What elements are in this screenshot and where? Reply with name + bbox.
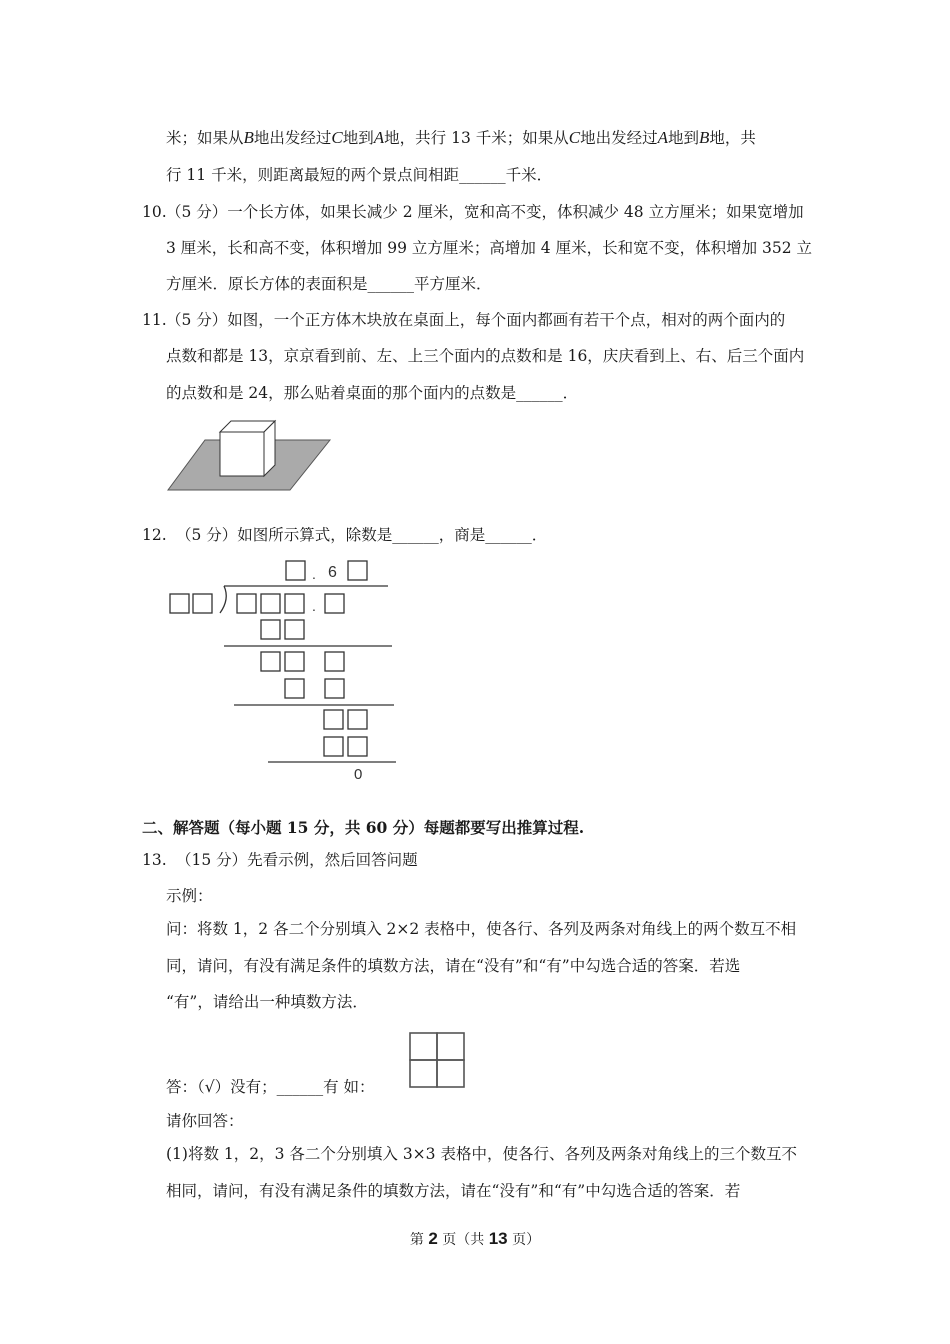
q10-number: 10. (142, 203, 167, 221)
divisor-box-1 (170, 594, 189, 613)
q11-line2: 点数和都是 13，京京看到前、左、上三个面内的点数和是 16，庆庆看到上、右、后三个面内 (166, 347, 805, 365)
q10-line3: 方厘米．原长方体的表面积是______平方厘米． (166, 275, 492, 293)
page-footer: 第 2 页（共 13 页） (409, 1229, 541, 1248)
q11-line1: （5 分）如图，一个正方体木块放在桌面上，每个面内都画有若干个点，相对的两个面内的 (166, 311, 786, 329)
q12-line1: （5 分）如图所示算式，除数是______，商是______． (176, 526, 548, 544)
q13-example-label: 示例： (166, 887, 213, 905)
q9-line2: 行 11 千米，则距离最短的两个景点间相距______千米． (166, 166, 553, 184)
q13-please: 请你回答： (166, 1112, 244, 1130)
total-pages: 13 (488, 1229, 508, 1248)
q13-line1: （15 分）先看示例，然后回答问题 (176, 851, 418, 869)
q9-line1: 米；如果从B地出发经过C地到A地，共行 13 千米；如果从C地出发经过A地到B地，共 (166, 128, 756, 147)
dividend-box-1 (237, 594, 256, 613)
q13-question-line1: 问：将数 1，2 各二个分别填入 2×2 表格中，使各行、各列及两条对角线上的两个数互不相 (166, 920, 797, 938)
q10-line1: （5 分）一个长方体，如果长减少 2 厘米，宽和高不变，体积减少 48 立方厘米；如果宽增加 (166, 203, 804, 221)
grid-cell-3 (410, 1060, 437, 1087)
product2-box-1 (285, 679, 304, 698)
product1-box-2 (285, 620, 304, 639)
division-bracket (220, 586, 226, 613)
grid-2x2-figure (408, 1031, 466, 1089)
dividend-box-4 (325, 594, 344, 613)
remainder1-box-1 (261, 652, 280, 671)
q11-line3: 的点数和是 24，那么贴着桌面的那个面内的点数是______． (166, 384, 579, 402)
remainder1-box-3 (325, 652, 344, 671)
grid-cell-2 (437, 1033, 464, 1060)
product3-box-2 (348, 737, 367, 756)
q11-number: 11. (142, 311, 167, 329)
product2-box-2 (325, 679, 344, 698)
dividend-box-3 (285, 594, 304, 613)
divisor-box-2 (193, 594, 212, 613)
q13-question-line2: 同，请问，有没有满足条件的填数方法，请在“没有”和“有”中勾选合适的答案．若选 (166, 957, 741, 975)
final-remainder: 0 (354, 766, 363, 783)
dividend-box-2 (261, 594, 280, 613)
cube-on-table-figure (160, 410, 340, 500)
grid-cell-4 (437, 1060, 464, 1087)
q12-number: 12. (142, 526, 167, 544)
q13-question-line3: “有”，请给出一种填数方法． (166, 993, 368, 1011)
q13-number: 13. (142, 851, 167, 869)
q13-part1-line1: (1)将数 1，2，3 各二个分别填入 3×3 表格中，使各行、各列及两条对角线上的三个数互不 (166, 1145, 797, 1163)
q13-part1-line2: 相同，请问，有没有满足条件的填数方法，请在“没有”和“有”中勾选合适的答案．若 (166, 1182, 741, 1200)
cube-front-face (220, 432, 264, 476)
grid-cell-1 (410, 1033, 437, 1060)
remainder1-box-2 (285, 652, 304, 671)
section2-title: 二、解答题（每小题 15 分，共 60 分）每题都要写出推算过程. (142, 818, 585, 837)
quotient-dot: . (312, 566, 316, 582)
quotient-box-2 (348, 561, 367, 580)
remainder2-box-2 (348, 710, 367, 729)
quotient-digit: 6 (328, 564, 337, 581)
dividend-dot: . (312, 598, 316, 614)
product3-box-1 (324, 737, 343, 756)
long-division-figure (160, 555, 400, 785)
remainder2-box-1 (324, 710, 343, 729)
quotient-box-1 (286, 561, 305, 580)
product1-box-1 (261, 620, 280, 639)
q13-answer: 答：（√）没有；______有 如： (166, 1078, 375, 1096)
q10-line2: 3 厘米，长和高不变，体积增加 99 立方厘米；高增加 4 厘米，长和宽不变，体积增加 352 立 (166, 239, 813, 257)
current-page: 2 (428, 1229, 438, 1248)
